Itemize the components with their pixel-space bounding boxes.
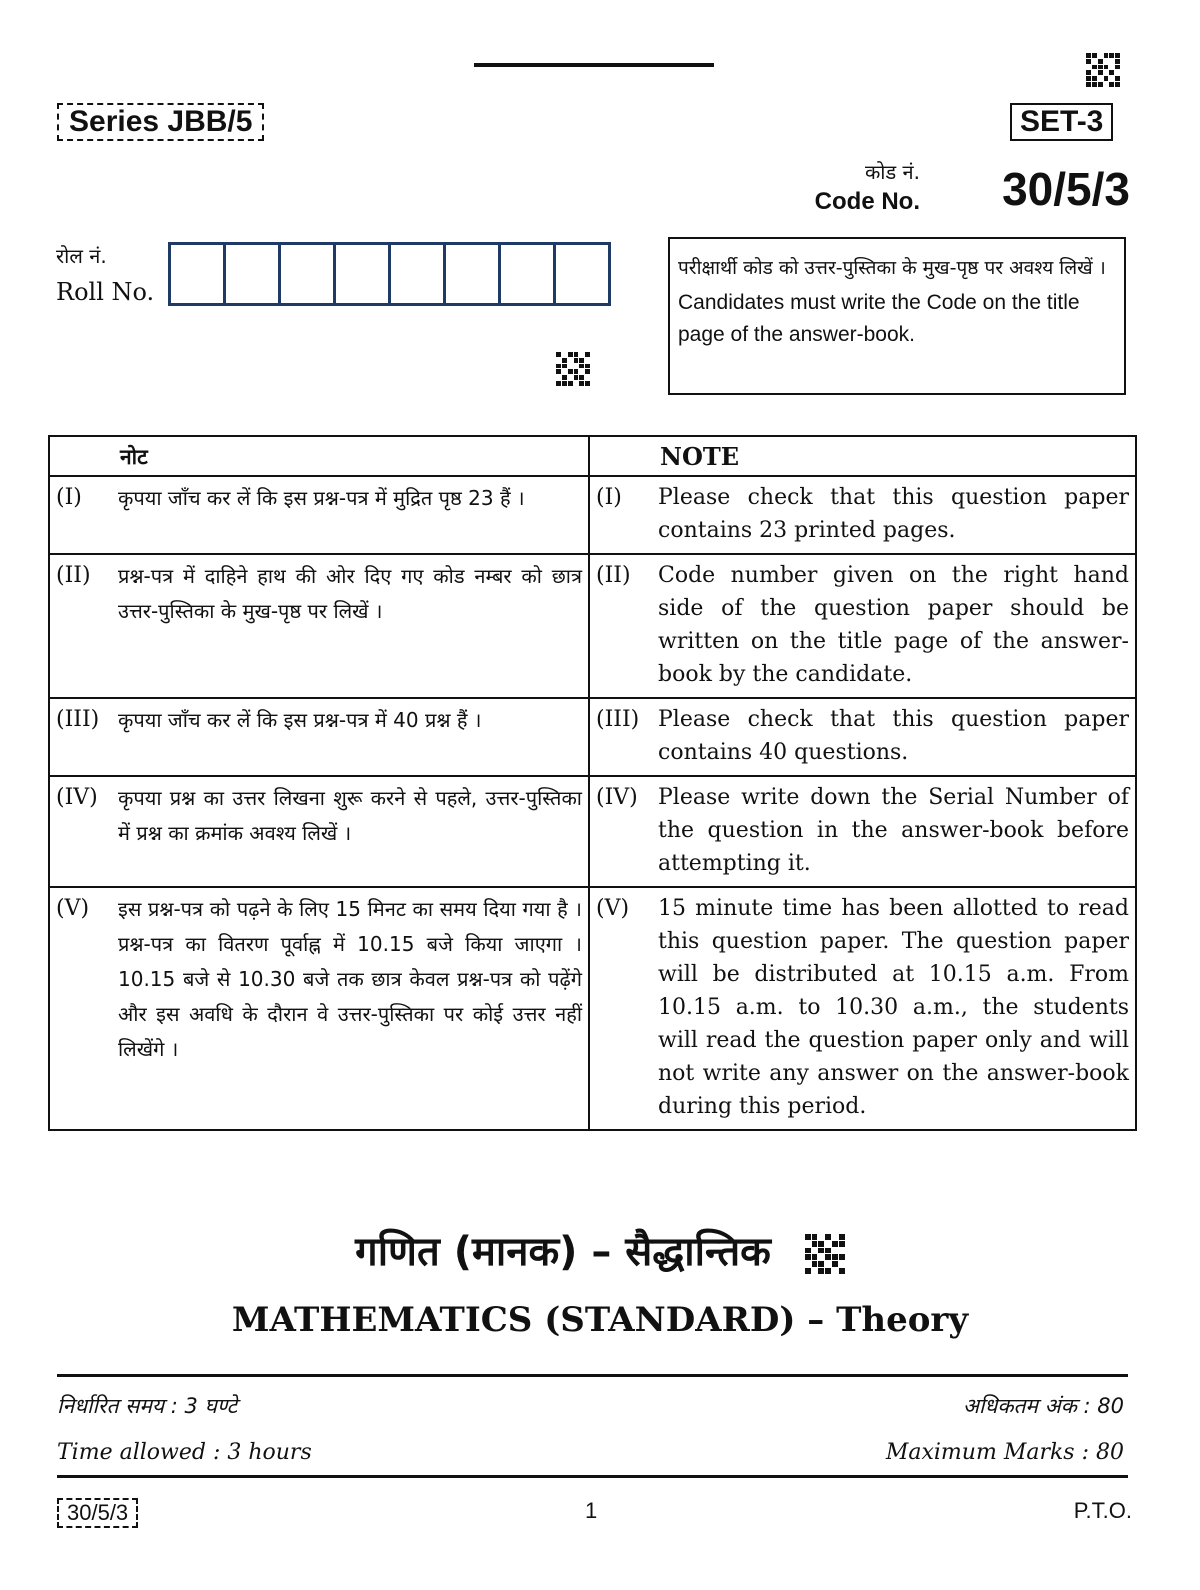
note-text: Please write down the Serial Number of the question in the answer-book before attempting it. <box>658 785 1129 876</box>
time-allowed: Time allowed : 3 hours <box>57 1440 312 1465</box>
qr-code-icon <box>805 1234 845 1274</box>
note-row <box>49 698 1136 776</box>
roll-number-boxes[interactable] <box>168 242 611 306</box>
note-text-hindi: इस प्रश्न-पत्र को पढ़ने के लिए 15 मिनट का समय दिया गया है । प्रश्न-पत्र का वितरण पूर्वाह्न में 10.15 बजे किया जाएगा । 10.15 बजे से 10.30 बजे तक छात्र केवल प्रश्न-पत्र को पढ़ेंगे और इस अवधि के दौरान वे उत्तर-पुस्तिका पर कोई उत्तर नहीं लिखेंगे । <box>118 897 582 1061</box>
pto-label: P.T.O. <box>1073 1498 1132 1523</box>
note-number: (I) <box>596 485 622 510</box>
page-number: 1 <box>585 1498 598 1523</box>
note-number: (I) <box>56 485 82 510</box>
subject-title-hindi-text: गणित (मानक) – सैद्धान्तिक <box>355 1229 771 1275</box>
candidate-instruction: Candidates must write the Code on the title page of the answer-book. <box>678 291 1080 346</box>
note-number: (III) <box>596 707 640 732</box>
note-text: 15 minute time has been allotted to read this question paper. The question paper will be distributed at 10.15 a.m. From 10.15 a.m. to 10.30 a.m., the students will read the question paper only and will not write any answer on the answer-book during this period. <box>658 896 1129 1119</box>
qr-code-icon <box>556 352 590 386</box>
top-rule <box>474 63 714 67</box>
note-number: (V) <box>596 896 630 921</box>
note-number: (II) <box>596 563 631 588</box>
roll-label-hindi: रोल नं. <box>56 244 107 268</box>
note-text: Please check that this question paper contains 23 printed pages. <box>658 485 1129 543</box>
roll-digit-box[interactable] <box>446 245 501 303</box>
candidate-instruction-box <box>668 237 1126 395</box>
roll-digit-box[interactable] <box>501 245 556 303</box>
roll-label: Roll No. <box>56 278 155 306</box>
note-text-hindi: प्रश्न-पत्र में दाहिने हाथ की ओर दिए गए कोड नम्बर को छात्र उत्तर-पुस्तिका के मुख-पृष्ठ पर लिखें । <box>118 564 582 623</box>
note-number: (III) <box>56 707 100 732</box>
max-marks: Maximum Marks : 80 <box>885 1440 1124 1465</box>
note-number: (IV) <box>56 785 98 810</box>
note-text-hindi: कृपया जाँच कर लें कि इस प्रश्न-पत्र में 40 प्रश्न हैं । <box>118 708 482 732</box>
roll-digit-box[interactable] <box>226 245 281 303</box>
roll-digit-box[interactable] <box>391 245 446 303</box>
note-number: (V) <box>56 896 90 921</box>
note-text-hindi: कृपया प्रश्न का उत्तर लिखना शुरू करने से पहले, उत्तर-पुस्तिका में प्रश्न का क्रमांक अवश्य लिखें । <box>118 786 582 845</box>
notes-header-hindi: नोट <box>120 445 148 469</box>
code-number: 30/5/3 <box>1002 163 1130 215</box>
notes-table <box>48 435 1137 1131</box>
note-text-hindi: कृपया जाँच कर लें कि इस प्रश्न-पत्र में मुद्रित पृष्ठ 23 हैं । <box>118 486 525 510</box>
note-text: Please check that this question paper contains 40 questions. <box>658 707 1129 765</box>
code-label-hindi: कोड नं. <box>864 160 920 184</box>
divider-line <box>57 1374 1128 1377</box>
code-label: Code No. <box>814 188 920 215</box>
note-number: (II) <box>56 563 91 588</box>
notes-header-row <box>49 436 1136 476</box>
note-row <box>49 476 1136 554</box>
max-marks-hindi: अधिकतम अंक : 80 <box>962 1394 1124 1418</box>
notes-header: NOTE <box>660 442 739 471</box>
qr-code-icon <box>1086 53 1120 87</box>
note-row <box>49 554 1136 698</box>
note-row <box>49 887 1136 1130</box>
subject-title: MATHEMATICS (STANDARD) – Theory <box>231 1300 969 1340</box>
note-text: Code number given on the right hand side of the question paper should be written on the title page of the answer-book by the candidate. <box>658 563 1129 687</box>
note-number: (IV) <box>596 785 638 810</box>
series-label: Series JBB/5 <box>57 103 264 141</box>
roll-digit-box[interactable] <box>281 245 336 303</box>
set-label: SET-3 <box>1010 103 1113 141</box>
time-allowed-hindi: निर्धारित समय : 3 घण्टे <box>57 1394 238 1418</box>
divider-line <box>57 1475 1128 1478</box>
footer-code: 30/5/3 <box>57 1498 138 1528</box>
roll-digit-box[interactable] <box>556 245 608 303</box>
note-row <box>49 776 1136 887</box>
roll-digit-box[interactable] <box>171 245 226 303</box>
candidate-instruction-hindi: परीक्षार्थी कोड को उत्तर-पुस्तिका के मुख-पृष्ठ पर अवश्य लिखें । <box>678 257 1106 279</box>
subject-title-hindi <box>0 1222 1200 1277</box>
roll-digit-box[interactable] <box>336 245 391 303</box>
